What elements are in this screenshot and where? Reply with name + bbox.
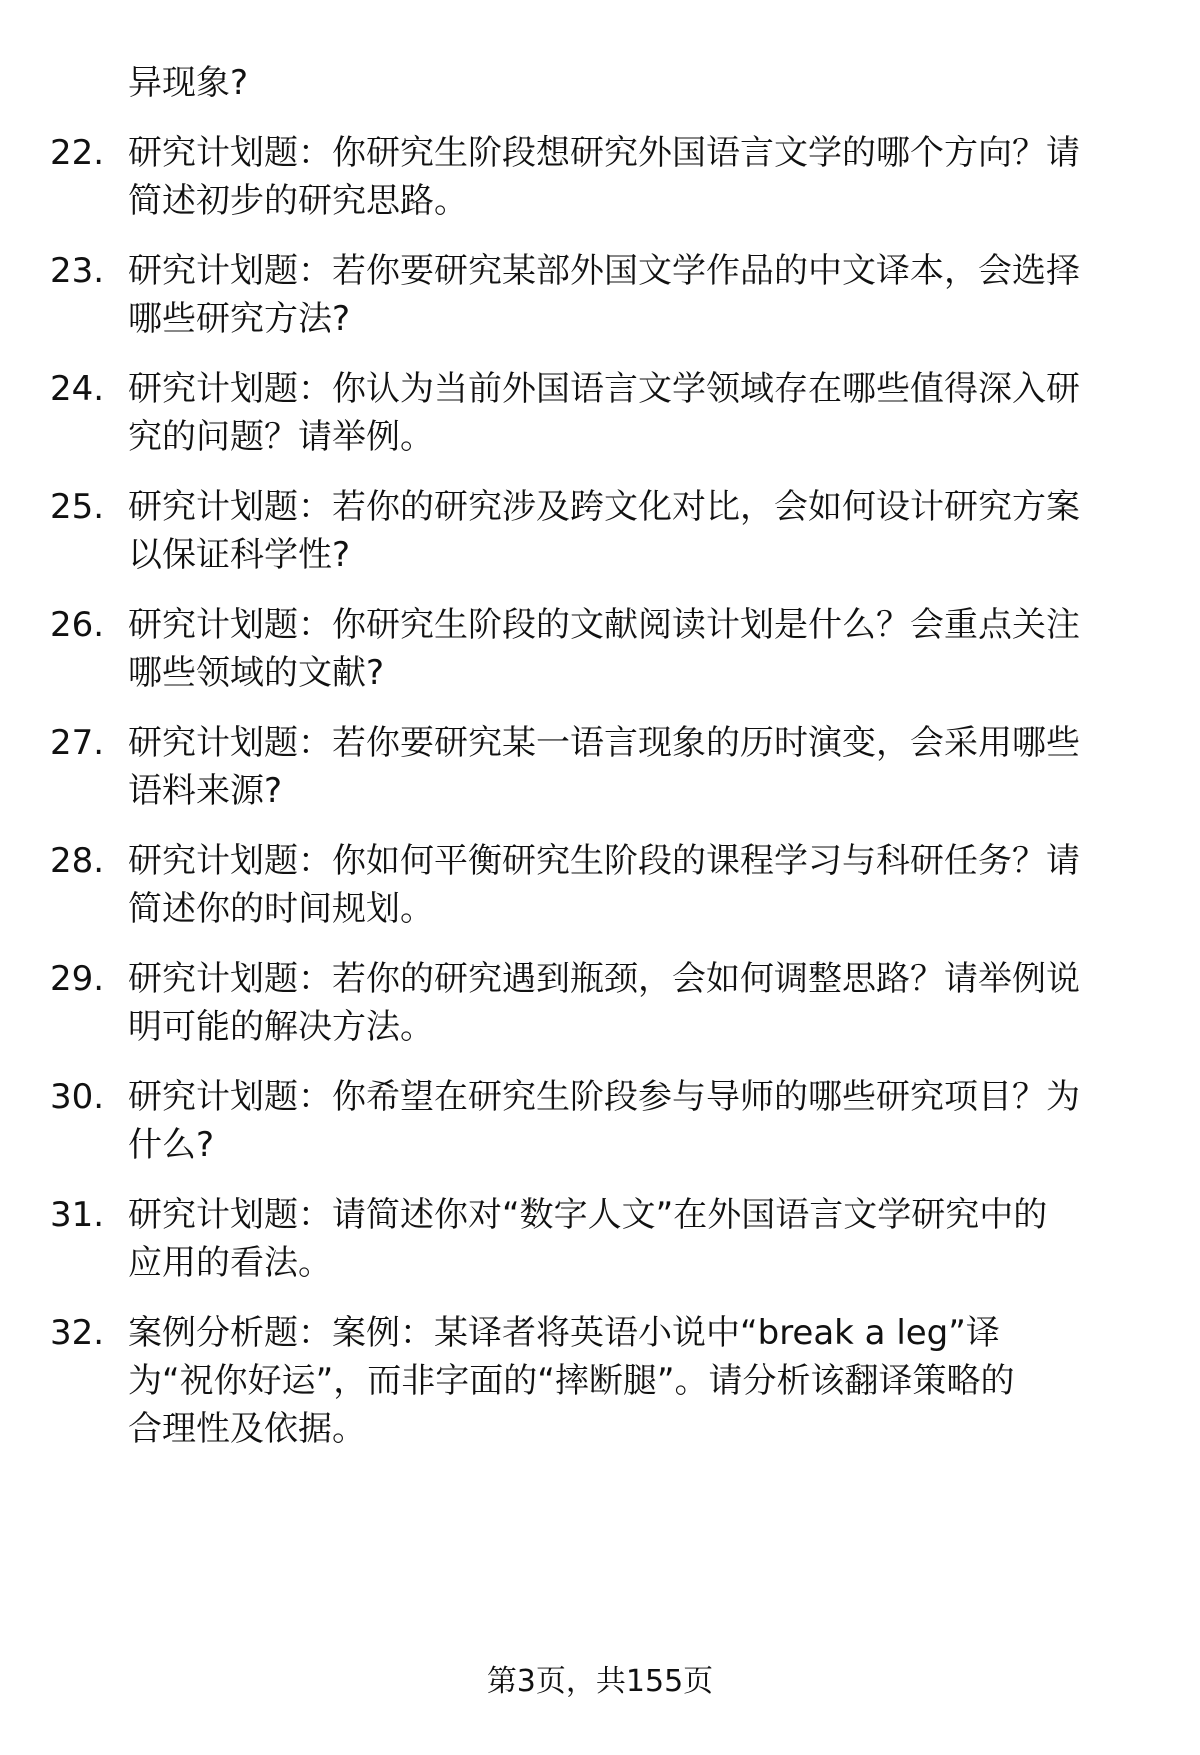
- question-text-line: 哪些领域的文献?: [128, 653, 385, 693]
- question-text-line: 研究计划题：若你要研究某一语言现象的历时演变，会采用哪些: [128, 723, 1080, 763]
- question-text-line: 研究计划题：若你的研究涉及跨文化对比，会如何设计研究方案: [128, 487, 1080, 527]
- page-footer: 第3页，共155页: [486, 1664, 714, 1699]
- question-text-line: 研究计划题：若你要研究某部外国文学作品的中文译本，会选择: [128, 251, 1080, 291]
- question-text-line: 什么?: [128, 1125, 215, 1165]
- question-text-line: 简述初步的研究思路。: [128, 181, 468, 221]
- question-text-line: 应用的看法。: [128, 1243, 332, 1283]
- question-number: 22.: [50, 133, 105, 173]
- question-number: 32.: [50, 1313, 105, 1353]
- question-text-line: 研究计划题：你认为当前外国语言文学领域存在哪些值得深入研: [128, 369, 1080, 409]
- question-text-line: 简述你的时间规划。: [128, 889, 434, 929]
- question-text-line: 研究计划题：若你的研究遇到瓶颈，会如何调整思路？请举例说: [128, 959, 1080, 999]
- question-text-line: 究的问题？请举例。: [128, 417, 434, 457]
- question-text-line: 语料来源?: [128, 771, 283, 811]
- question-number: 28.: [50, 841, 105, 881]
- question-text-line: 案例分析题：案例：某译者将英语小说中“break a leg”译: [128, 1313, 1000, 1353]
- question-number: 26.: [50, 605, 105, 645]
- question-text-line: 以保证科学性?: [128, 535, 351, 575]
- question-text-line: 研究计划题：请简述你对“数字人文”在外国语言文学研究中的: [128, 1195, 1048, 1235]
- question-number: 27.: [50, 723, 105, 763]
- question-number: 24.: [50, 369, 105, 409]
- question-text-line: 明可能的解决方法。: [128, 1007, 434, 1047]
- question-number: 25.: [50, 487, 105, 527]
- question-text-line: 研究计划题：你如何平衡研究生阶段的课程学习与科研任务？请: [128, 841, 1080, 881]
- question-number: 23.: [50, 251, 105, 291]
- continuation-text: 异现象?: [128, 63, 249, 103]
- question-text-line: 研究计划题：你研究生阶段的文献阅读计划是什么？会重点关注: [128, 605, 1080, 645]
- question-text-line: 研究计划题：你希望在研究生阶段参与导师的哪些研究项目？为: [128, 1077, 1080, 1117]
- question-text-line: 研究计划题：你研究生阶段想研究外国语言文学的哪个方向？请: [128, 133, 1080, 173]
- question-text-line: 合理性及依据。: [128, 1409, 366, 1449]
- question-number: 31.: [50, 1195, 105, 1235]
- question-number: 30.: [50, 1077, 105, 1117]
- question-text-line: 为“祝你好运”，而非字面的“摔断腿”。请分析该翻译策略的: [128, 1361, 1015, 1401]
- question-number: 29.: [50, 959, 105, 999]
- question-text-line: 哪些研究方法?: [128, 299, 351, 339]
